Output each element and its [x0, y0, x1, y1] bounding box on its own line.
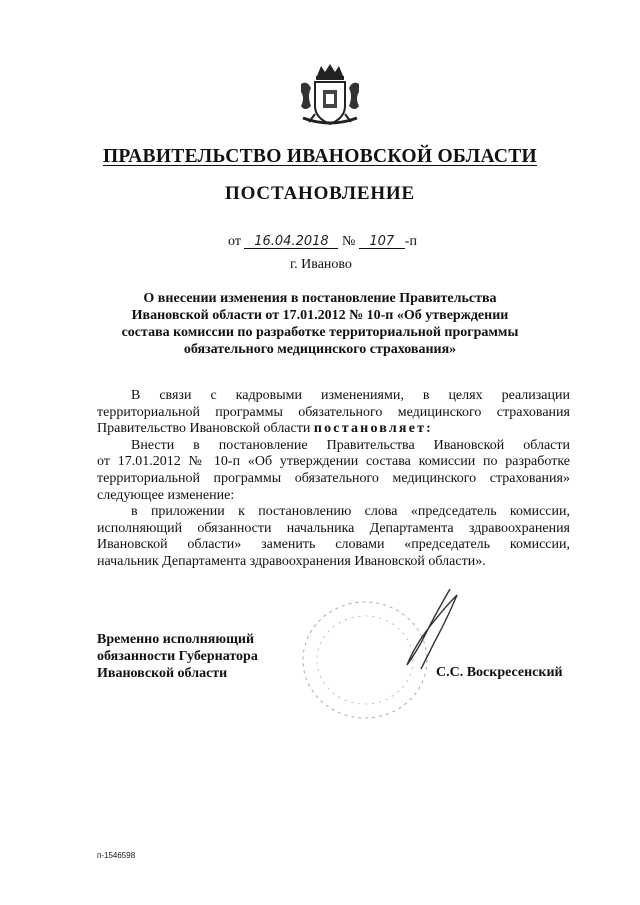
document-body: [97, 388, 570, 571]
signer-name: С.С. Воскресенский: [436, 665, 563, 680]
coat-of-arms-icon: [295, 62, 365, 130]
signer-position-line: Временно исполняющий: [97, 632, 255, 647]
body-line: территориальной программы обязательного медицинского страхования: [97, 404, 570, 420]
signer-position-line: обязанности Губернатора: [97, 649, 258, 664]
handwritten-signature-icon: [395, 585, 465, 675]
document-type: ПОСТАНОВЛЕНИЕ: [225, 183, 415, 204]
signer-position: [97, 631, 258, 682]
body-line: В связи с кадровыми изменениями, в целях реализации: [131, 388, 570, 403]
city: г. Иваново: [290, 257, 352, 272]
document-code: п-1546598: [97, 851, 136, 860]
date-number-line: [228, 234, 417, 250]
subject-line: О внесении изменения в постановление Правительства: [143, 291, 497, 306]
body-line: [97, 421, 570, 438]
number-suffix: -п: [404, 234, 417, 249]
government-title: ПРАВИТЕЛЬСТВО ИВАНОВСКОЙ ОБЛАСТИ: [102, 146, 538, 167]
document-subject: [120, 290, 520, 358]
body-line: Внести в постановление Правительства Ивановской области: [131, 437, 570, 453]
number-sign: №: [341, 234, 356, 249]
date-prefix: от: [228, 234, 241, 249]
subject-line: Ивановской области от 17.01.2012 № 10-п «Об утверждении: [131, 308, 509, 323]
body-line: территориальной программы обязательного медицинского страхования»: [97, 470, 570, 486]
subject-line: обязательного медицинского страхования»: [183, 342, 457, 357]
body-line: от 17.01.2012 № 10-п «Об утверждении состава комиссии по разработке: [97, 454, 570, 470]
body-line: следующее изменение:: [97, 487, 235, 503]
decree-word: постановляет:: [313, 421, 434, 437]
subject-line: состава комиссии по разработке территориальной программы: [121, 325, 519, 340]
body-line: в приложении к постановлению слова «председатель комиссии,: [131, 504, 570, 520]
body-line: начальник Департамента здравоохранения Ивановской области».: [97, 553, 486, 569]
handwritten-number: 107: [359, 235, 405, 249]
decree-subject: Правительство Ивановской области: [97, 421, 311, 437]
handwritten-date: 16.04.2018: [244, 235, 338, 249]
body-line: исполняющий обязанности начальника Департамента здравоохранения: [97, 520, 570, 536]
signer-position-line: Ивановской области: [97, 666, 228, 681]
body-line: Ивановской области» заменить словами «председатель комиссии,: [97, 537, 570, 553]
